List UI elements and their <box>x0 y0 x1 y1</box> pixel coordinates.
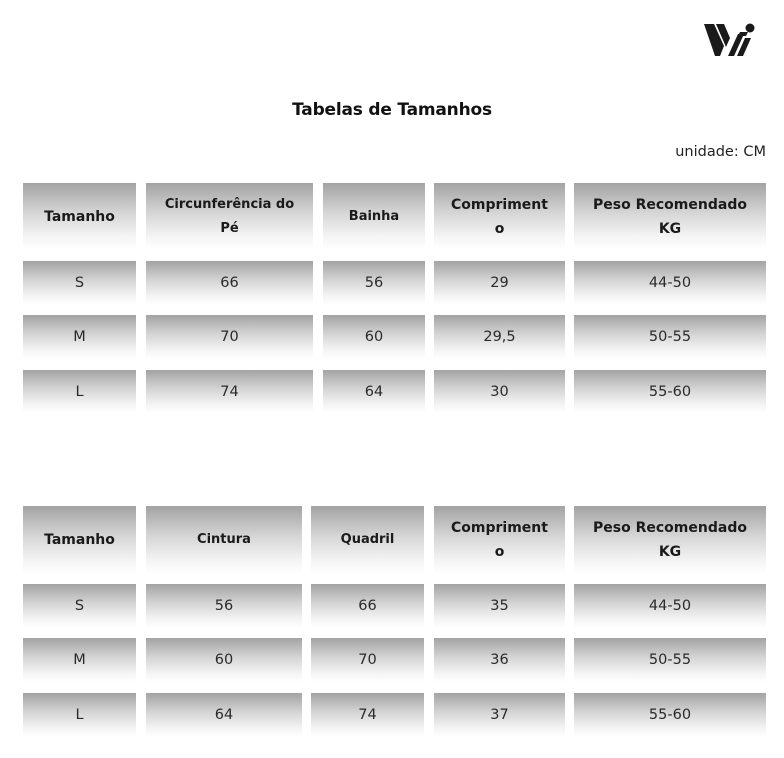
cell-length: 29,5 <box>434 315 565 359</box>
header-cell-waist: Cintura <box>146 506 302 574</box>
header-cell-hem: Bainha <box>323 183 425 250</box>
header-cell-recommended-weight: Peso Recomendado KG <box>574 506 766 574</box>
cell-size: L <box>23 370 136 413</box>
cell-size: S <box>23 584 136 628</box>
cell-hem: 64 <box>323 370 425 413</box>
cell-recommended-weight: 55-60 <box>574 693 766 737</box>
cell-recommended-weight: 44-50 <box>574 584 766 628</box>
cell-length: 29 <box>434 261 565 305</box>
cell-hem: 56 <box>323 261 425 305</box>
cell-size: S <box>23 261 136 305</box>
cell-recommended-weight: 44-50 <box>574 261 766 305</box>
cell-recommended-weight: 50-55 <box>574 638 766 682</box>
cell-length: 35 <box>434 584 565 628</box>
header-cell-length: Compriment o <box>434 183 565 250</box>
header-cell-length: Compriment o <box>434 506 565 574</box>
cell-recommended-weight: 55-60 <box>574 370 766 413</box>
header-cell-hip: Quadril <box>311 506 424 574</box>
cell-hip: 74 <box>311 693 424 737</box>
cell-length: 37 <box>434 693 565 737</box>
cell-waist: 60 <box>146 638 302 682</box>
cell-waist: 64 <box>146 693 302 737</box>
cell-hem: 60 <box>323 315 425 359</box>
cell-hip: 70 <box>311 638 424 682</box>
brand-logo <box>704 22 756 58</box>
cell-foot-circumference: 70 <box>146 315 313 359</box>
cell-foot-circumference: 74 <box>146 370 313 413</box>
cell-size: M <box>23 638 136 682</box>
cell-foot-circumference: 66 <box>146 261 313 305</box>
cell-size: M <box>23 315 136 359</box>
cell-length: 36 <box>434 638 565 682</box>
unit-label: unidade: CM <box>675 144 766 160</box>
header-cell-size: Tamanho <box>23 183 136 250</box>
cell-recommended-weight: 50-55 <box>574 315 766 359</box>
page-title: Tabelas de Tamanhos <box>292 100 492 120</box>
vi-brand-logo-icon <box>704 22 756 58</box>
cell-size: L <box>23 693 136 737</box>
cell-waist: 56 <box>146 584 302 628</box>
cell-length: 30 <box>434 370 565 413</box>
cell-hip: 66 <box>311 584 424 628</box>
header-cell-foot-circumference: Circunferência do Pé <box>146 183 313 250</box>
header-cell-size: Tamanho <box>23 506 136 574</box>
header-cell-recommended-weight: Peso Recomendado KG <box>574 183 766 250</box>
